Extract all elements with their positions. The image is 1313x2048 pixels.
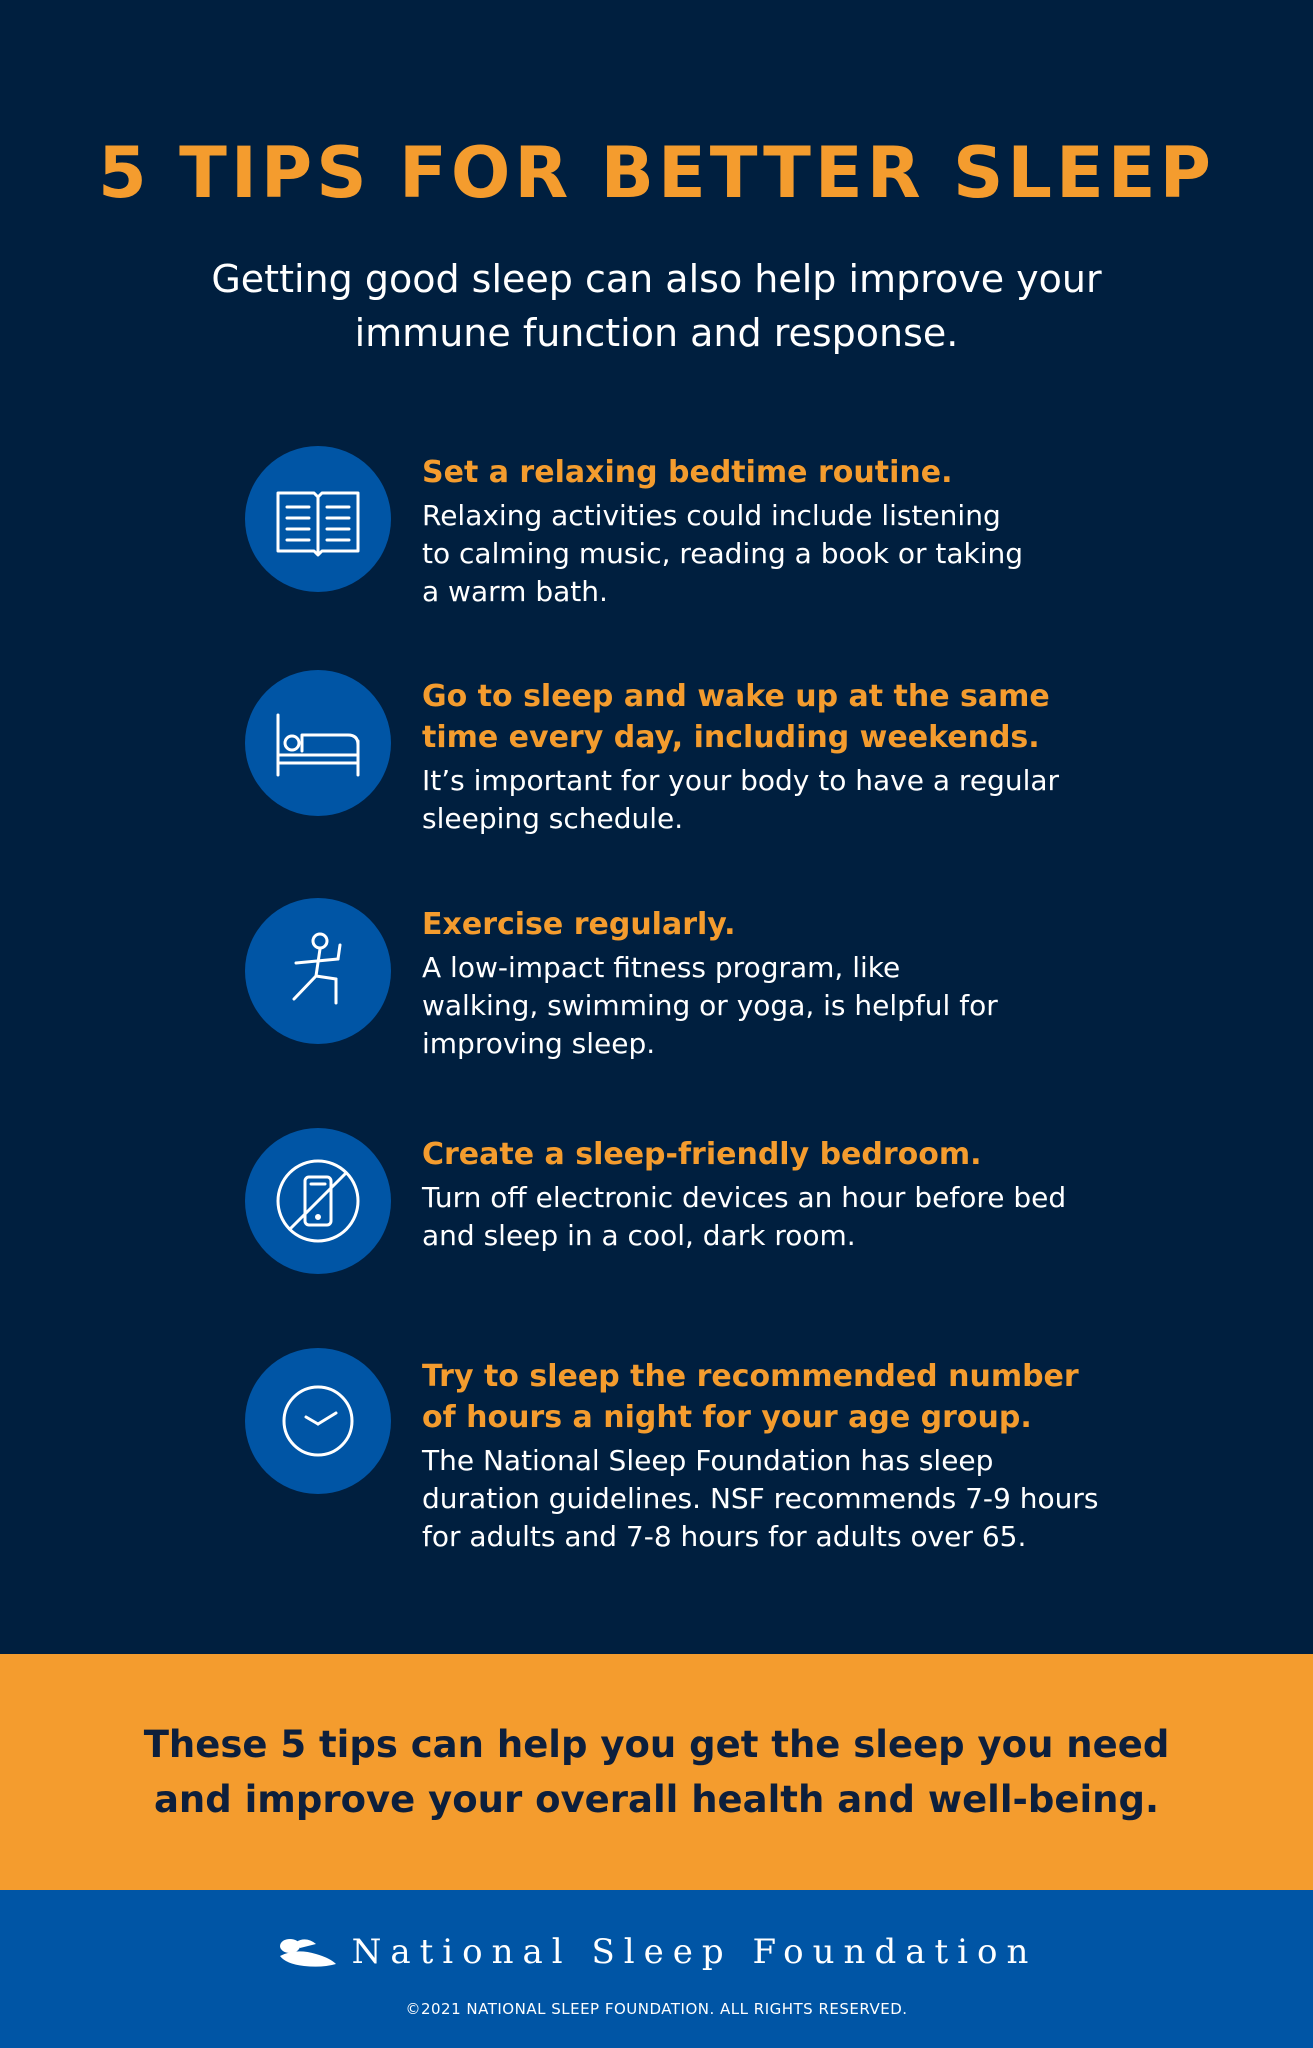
- tip-body: Turn off electronic devices an hour before bed and sleep in a cool, dark room.: [422, 1181, 1067, 1252]
- exercise-figure-icon: [245, 898, 391, 1044]
- tip-body: Relaxing activities could include listening to calming music, reading a book or taking a warm bath.: [422, 499, 1024, 608]
- tip-title: Try to sleep the recommended number of hours a night for your age group.: [422, 1359, 1079, 1435]
- sleeping-figure-logo-icon: [276, 1934, 338, 1970]
- tip-title: Exercise regularly.: [422, 907, 736, 942]
- summary-text: These 5 tips can help you get the sleep you need and improve your overall health and well-being.: [143, 1723, 1170, 1821]
- open-book-icon: [245, 446, 391, 592]
- tip-body: It’s important for your body to have a regular sleeping schedule.: [422, 764, 1060, 835]
- copyright-text: ©2021 NATIONAL SLEEP FOUNDATION. ALL RIGHTS RESERVED.: [405, 2000, 908, 2018]
- summary-band: [0, 1654, 1313, 1890]
- tip-title: Create a sleep-friendly bedroom.: [422, 1137, 982, 1172]
- tip-body: The National Sleep Foundation has sleep duration guidelines. NSF recommends 7-9 hours for adults and 7-8 hours for adults over 65.: [422, 1444, 1099, 1553]
- tip-text: [422, 904, 1122, 1063]
- logo: [0, 1932, 1313, 1972]
- bed-icon: [245, 670, 391, 816]
- clock-icon: [245, 1348, 391, 1494]
- tip-text: [422, 1356, 1122, 1556]
- tip-text: [422, 676, 1122, 838]
- tip-title: Go to sleep and wake up at the same time every day, including weekends.: [422, 679, 1050, 755]
- footer: [0, 1890, 1313, 2048]
- tip-text: [422, 452, 1122, 611]
- page-subtitle: Getting good sleep can also help improve your immune function and response.: [211, 257, 1102, 355]
- page-title: 5 TIPS FOR BETTER SLEEP: [98, 132, 1215, 214]
- tip-body: A low-impact fitness program, like walking, swimming or yoga, is helpful for improving sleep.: [422, 951, 998, 1060]
- organization-name: National Sleep Foundation: [351, 1932, 1038, 1972]
- no-phone-icon: [245, 1128, 391, 1274]
- tip-text: [422, 1134, 1122, 1255]
- tip-title: Set a relaxing bedtime routine.: [422, 455, 953, 490]
